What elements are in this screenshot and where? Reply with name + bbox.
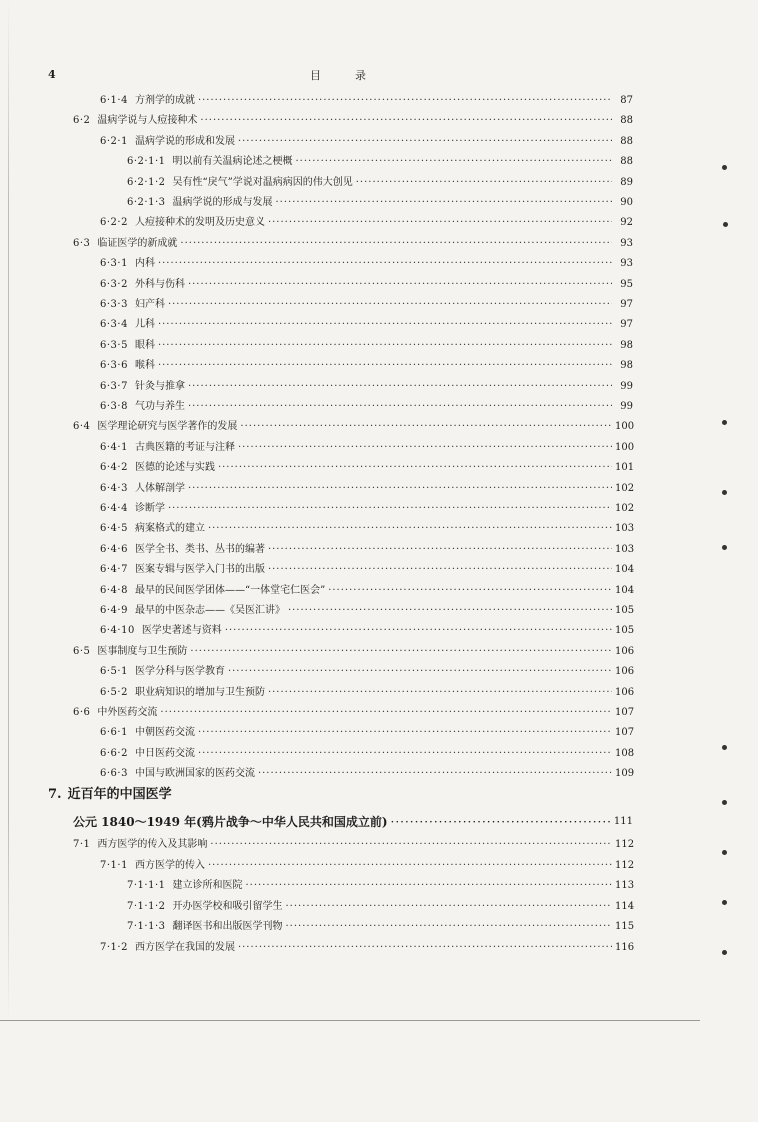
toc-entry[interactable] [100,214,633,232]
scan-speck [722,850,727,855]
toc-entry-title: 中国与欧洲国家的医药交流 [134,768,255,780]
toc-entry[interactable] [100,765,633,783]
toc-entry-number: 6·4·8 [100,584,128,596]
toc-entry-number: 6·4·6 [100,543,128,555]
chapter-number: 7. [48,787,62,802]
toc-entry[interactable] [73,112,633,130]
scan-speck [722,800,727,805]
toc-entry[interactable] [100,398,633,416]
leader-dots [268,214,612,232]
toc-entry-page: 114 [615,900,635,912]
toc-entry-title: 明以前有关温病论述之梗概 [172,156,293,168]
toc-entry-title: 温病学说的形成与发展 [172,197,273,208]
toc-entry-title: 翻译医书和出版医学刊物 [172,921,283,933]
toc-entry-number: 6·3·7 [100,380,128,392]
toc-entry-page: 102 [615,503,635,514]
toc-entry[interactable] [100,622,633,640]
toc-entry-page: 108 [615,747,635,759]
toc-entry-title: 温病学说的形成和发展 [134,135,235,147]
toc-entry-number: 6·3·3 [100,299,128,310]
toc-entry-page: 87 [620,95,633,106]
leader-dots [198,724,612,742]
toc-entry-title: 诊断学 [134,503,165,514]
toc-entry-title: 开办医学校和吸引留学生 [172,900,283,912]
toc-entry-page: 98 [620,360,633,372]
toc-entry-title: 针灸与推拿 [134,380,185,392]
toc-entry-page: 100 [615,421,635,433]
toc-entry[interactable] [100,684,633,702]
leader-dots [225,622,612,640]
toc-entry[interactable] [100,939,633,957]
leader-dots [391,812,611,832]
leader-dots [296,153,613,171]
leader-dots [268,684,612,702]
leader-dots [228,663,612,681]
chapter-title: 近百年的中国医学 [67,787,172,802]
toc-entry-page: 90 [620,197,633,208]
toc-entry-page: 93 [620,237,633,249]
toc-entry[interactable] [100,133,633,151]
toc-entry-number: 6·3 [73,237,91,249]
toc-entry[interactable] [100,663,633,681]
toc-entry-title: 最早的中医杂志——《吴医汇讲》 [134,605,285,616]
toc-entry[interactable] [127,153,633,171]
toc-entry-page: 106 [615,666,635,678]
toc-entry[interactable] [100,602,633,620]
toc-entry-page: 89 [620,176,633,188]
toc-entry-number: 6·3·6 [100,360,128,372]
toc-entry-page: 104 [615,584,635,596]
leader-dots [168,296,612,314]
toc-entry-page: 103 [615,543,635,555]
leader-dots [190,643,612,661]
toc-entry-number: 6·6 [73,707,91,718]
toc-entry-number: 7·1·1·1 [127,880,166,892]
toc-entry-page: 115 [615,921,635,933]
leader-dots [258,765,612,783]
toc-entry-title: 妇产科 [134,299,165,310]
page-bottom-edge [0,1020,700,1021]
toc-entry-title: 最早的民间医学团体——“一体堂宅仁医会” [134,584,326,596]
leader-dots [158,337,612,355]
toc-entry-page: 107 [615,707,635,718]
toc-entry-number: 6·3·5 [100,339,128,351]
toc-entry-number: 6·2·1·1 [127,156,166,168]
leader-dots [246,877,613,895]
toc-entry-number: 6·4·7 [100,564,128,576]
toc-entry[interactable] [73,643,633,661]
toc-entry-title: 中朝医药交流 [134,727,195,739]
leader-dots [188,378,612,396]
toc-entry-title: 外科与伤科 [134,278,185,290]
toc-entry-page: 92 [620,217,633,229]
toc-entry-number: 6·6·3 [100,768,128,780]
toc-entry-number: 6·5 [73,645,91,657]
toc-entry-title: 喉科 [134,360,155,372]
toc-entry-title: 医学史著述与资料 [141,625,222,637]
scan-speck [722,745,727,750]
leader-dots [168,500,612,518]
toc-entry-title: 临证医学的新成就 [97,237,178,249]
toc-entry-title: 医德的论述与实践 [134,462,215,474]
leader-dots [276,194,613,212]
toc-entry-number: 6·4·9 [100,605,128,616]
toc-entry-page: 106 [615,686,635,698]
toc-entry-page: 88 [620,115,633,127]
toc-entry-title: 中外医药交流 [97,707,158,718]
toc-entry-number: 6·3·4 [100,319,128,331]
toc-entry-page: 112 [615,839,635,850]
leader-dots [188,276,612,294]
leader-dots [286,898,613,916]
toc-entry[interactable] [100,857,633,875]
page-number: 4 [48,68,56,81]
toc-entry-number: 6·4·3 [100,482,128,494]
toc-entry-number: 6·6·2 [100,747,128,759]
toc-entry-title: 气功与养生 [134,401,185,412]
toc-entry[interactable] [127,194,633,212]
toc-entry[interactable] [73,836,633,854]
scan-speck [722,490,727,495]
toc-entry-page: 104 [615,564,635,576]
toc-entry[interactable] [127,877,633,895]
toc-entry[interactable] [100,520,633,538]
toc-entry[interactable] [100,582,633,600]
toc-entry-number: 6·3·1 [100,258,128,270]
toc-entry-title: 医学理论研究与医学著作的发展 [97,421,238,433]
toc-entry-number: 6·5·2 [100,686,128,698]
toc-entry-page: 103 [615,523,635,535]
toc-entry[interactable] [127,918,633,936]
toc-entry[interactable] [100,745,633,763]
toc-entry-title: 建立诊所和医院 [172,880,243,892]
toc-entry-title: 病案格式的建立 [134,523,205,535]
toc-entry-number: 6·2·1·2 [127,176,166,188]
leader-dots [268,541,612,559]
toc-entry-title: 人体解剖学 [134,482,185,494]
toc-entry-title: 方剂学的成就 [134,95,195,106]
toc-entry[interactable] [73,704,633,722]
toc-entry-number: 6·4·10 [100,625,135,637]
toc-entry-page: 112 [615,859,635,871]
toc-entry-title: 西方医学的传入 [134,859,205,871]
toc-entry-page: 100 [615,441,635,453]
toc-entry-number: 6·3·8 [100,401,128,412]
toc-entry-title: 内科 [134,258,155,270]
toc-entry-page: 116 [615,942,635,953]
toc-entry-title: 古典医籍的考证与注释 [134,441,235,453]
toc-entry-page: 107 [615,727,635,739]
toc-entry-number: 6·4·5 [100,523,128,535]
leader-dots [198,745,612,763]
toc-entry-number: 6·2·2 [100,217,128,229]
scan-speck [722,950,727,955]
toc-entry-number: 7·1·1·3 [127,921,166,933]
scan-speck [722,165,727,170]
toc-entry[interactable] [73,418,633,436]
leader-dots [158,316,612,334]
leader-dots [218,459,612,477]
toc-entry[interactable] [100,316,633,334]
period-title: 公元 1840～1949 年(鸦片战争～中华人民共和国成立前) [73,815,388,829]
toc-entry[interactable] [100,500,633,518]
toc-entry-number: 6·4·2 [100,462,128,474]
toc-entry[interactable] [100,541,633,559]
toc-entry[interactable] [100,255,633,273]
leader-dots [158,357,612,375]
toc-entry-number: 6·6·1 [100,727,128,739]
toc-entry-title: 西方医学在我国的发展 [134,942,235,953]
scan-speck [722,420,727,425]
toc-entry[interactable] [100,480,633,498]
leader-dots [188,398,612,416]
toc-entry[interactable] [100,459,633,477]
leader-dots [238,939,612,957]
toc-entry[interactable] [100,439,633,457]
leader-dots [328,582,612,600]
scan-speck [722,545,727,550]
toc-entry-number: 6·1·4 [100,95,128,106]
toc-entry-title: 职业病知识的增加与卫生预防 [134,686,265,698]
binding-edge-line [8,0,9,1020]
toc-entry[interactable] [100,724,633,742]
toc-entry-page: 106 [615,645,635,657]
toc-entry[interactable] [73,235,633,253]
toc-entry[interactable] [127,898,633,916]
toc-entry-page: 97 [620,299,633,310]
toc-entry[interactable] [100,296,633,314]
leader-dots [356,174,612,192]
toc-entry-number: 6·2 [73,115,91,127]
toc-entry-title: 医事制度与卫生预防 [97,645,188,657]
leader-dots [238,439,612,457]
toc-entry-page: 95 [620,278,633,290]
leader-dots [240,418,612,436]
toc-entry-number: 7·1·1·2 [127,900,166,912]
toc-entry-number: 6·5·1 [100,666,128,678]
toc-entry-title: 吴有性“戾气”学说对温病病因的伟大创见 [172,176,353,188]
leader-dots [158,255,612,273]
toc-entry-page: 97 [620,319,633,331]
leader-dots [210,836,612,854]
toc-entry-page: 102 [615,482,635,494]
scan-speck [723,222,728,227]
leader-dots [208,520,612,538]
toc-entry-number: 6·4·1 [100,441,128,453]
toc-entry-title: 西方医学的传入及其影响 [97,839,208,850]
leader-dots [208,857,612,875]
toc-entry-page: 93 [620,258,633,270]
toc-entry[interactable] [100,378,633,396]
toc-entry[interactable] [127,174,633,192]
toc-entry[interactable] [100,561,633,579]
toc-entry[interactable] [100,357,633,375]
chapter-period-entry[interactable] [73,812,633,832]
toc-entry-number: 6·3·2 [100,278,128,290]
toc-entry-title: 医案专辑与医学入门书的出版 [134,564,265,576]
chapter-heading [48,784,172,806]
leader-dots [198,92,612,110]
toc-entry-title: 儿科 [134,319,155,331]
leader-dots [286,918,613,936]
toc-entry-title: 温病学说与人痘接种术 [97,115,198,127]
toc-entry-page: 88 [620,156,633,168]
toc-entry-number: 6·4·4 [100,503,128,514]
toc-entry-number: 7·1·1 [100,859,128,871]
leader-dots [160,704,612,722]
leader-dots [188,480,612,498]
leader-dots [238,133,612,151]
toc-entry-page: 98 [620,339,633,351]
toc-entry-number: 6·4 [73,421,91,433]
scan-speck [722,900,727,905]
toc-entry-page: 109 [615,768,635,780]
toc-entry[interactable] [100,92,633,110]
toc-entry-title: 人痘接种术的发明及历史意义 [134,217,265,229]
toc-entry-page: 88 [620,135,633,147]
period-page: 111 [613,816,633,827]
toc-entry[interactable] [100,276,633,294]
toc-entry-page: 105 [615,625,635,637]
toc-entry-page: 99 [620,401,633,412]
toc-entry-title: 眼科 [134,339,155,351]
leader-dots [268,561,612,579]
toc-entry-page: 113 [615,880,635,892]
running-title: 目录 [310,69,400,82]
toc-entry-page: 99 [620,380,633,392]
toc-entry-title: 医学全书、类书、丛书的编著 [134,543,265,555]
leader-dots [180,235,612,253]
toc-entry-number: 6·2·1·3 [127,197,166,208]
toc-entry-number: 7·1·2 [100,942,128,953]
toc-entry-number: 6·2·1 [100,135,128,147]
toc-entry[interactable] [100,337,633,355]
toc-entry-page: 101 [615,462,635,474]
toc-entry-title: 中日医药交流 [134,747,195,759]
leader-dots [288,602,612,620]
toc-entry-page: 105 [615,605,635,616]
toc-entry-title: 医学分科与医学教育 [134,666,225,678]
toc-entry-number: 7·1 [73,839,91,850]
leader-dots [200,112,612,130]
